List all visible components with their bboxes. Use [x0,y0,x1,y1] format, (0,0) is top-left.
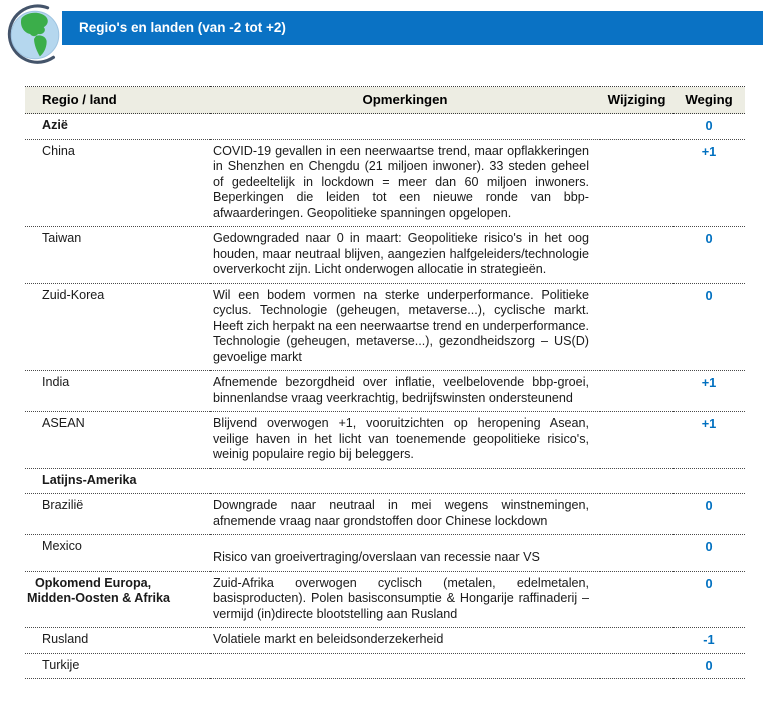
region-label-cell: Mexico [25,535,210,572]
change-cell [600,628,673,654]
change-cell [600,571,673,628]
table-row-china [25,139,745,227]
region-label-cell: Brazilië [25,494,210,535]
table-row-mexico [25,535,745,572]
table-header-row [25,87,745,114]
change-cell [600,371,673,412]
weight-value: +1 [673,412,745,469]
change-cell [600,535,673,572]
region-label-cell: Zuid-Korea [25,283,210,371]
remarks-cell: Volatiele markt en beleidsonderzekerheid [210,628,600,654]
remarks-cell: Downgrade naar neutraal in mei wegens winstnemingen, afnemende vraag naar grondstoffen door Chinese lockdown [210,494,600,535]
globe-icon [2,2,68,68]
weight-value: 0 [673,283,745,371]
change-cell [600,283,673,371]
change-cell [600,653,673,679]
change-cell [600,494,673,535]
table-row-taiwan [25,227,745,284]
region-label-cell: India [25,371,210,412]
remarks-cell: Zuid-Afrika overwogen cyclisch (metalen, edelmetalen, basisproducten). Polen basisconsumptie & Hongarije raffinaderij – vermijd (in)directe blootstelling aan Rusland [210,571,600,628]
remarks-cell [210,653,600,679]
weight-value [673,468,745,494]
page-title: Regio's en landen (van -2 tot +2) [79,20,286,35]
change-cell [600,468,673,494]
table-row-latijns-amerika [25,468,745,494]
change-cell [600,227,673,284]
table-row-zuid-korea [25,283,745,371]
weight-value: 0 [673,571,745,628]
remarks-cell: Risico van groeivertraging/overslaan van recessie naar VS [210,535,600,572]
title-banner [62,11,763,45]
region-label-cell: Taiwan [25,227,210,284]
table-row-opkomend-europa-midden-oosten-afrika [25,571,745,628]
remarks-cell [210,468,600,494]
region-label-cell: Rusland [25,628,210,654]
regions-table [25,86,745,679]
weight-value: +1 [673,371,745,412]
table-row-azie [25,114,745,140]
remarks-cell: Blijvend overwogen +1, vooruitzichten op heropening Asean, veilige haven in het licht van toenemende geopolitieke risico's, weinig populaire regio bij beleggers. [210,412,600,469]
column-header-weging: Weging [673,87,745,114]
region-label-cell: Azië [25,114,210,140]
column-header-wijziging: Wijziging [600,87,673,114]
table-row-rusland [25,628,745,654]
column-header-opmerkingen: Opmerkingen [210,87,600,114]
weight-value: -1 [673,628,745,654]
change-cell [600,412,673,469]
change-cell [600,139,673,227]
column-header-regio-land: Regio / land [25,87,210,114]
remarks-cell: COVID-19 gevallen in een neerwaartse trend, maar opflakkeringen in Shenzhen en Chengdu (21 miljoen inwoner). 33 steden geheel of gedeeltelijk in lockdown = meer dan 60 miljoen inwoners. Beperkingen die leiden tot een nieuwe ronde van bbp-afwaarderingen. Geopolitieke spanningen opgelopen. [210,139,600,227]
remarks-cell: Wil een bodem vormen na sterke underperformance. Politieke cyclus. Technologie (geheugen, metaverse...), cyclische markt. Heeft zich herpakt na een neerwaartse trend en underperformance. Technologie (geheugen, metaverse...), gezondheidszorg – US(D) gevoelige markt [210,283,600,371]
table-row-turkije [25,653,745,679]
weight-value: 0 [673,535,745,572]
region-label-cell: Latijns-Amerika [25,468,210,494]
table-row-brazilie [25,494,745,535]
weight-value: 0 [673,494,745,535]
weight-value: 0 [673,114,745,140]
change-cell [600,114,673,140]
region-label-cell: Opkomend Europa, Midden-Oosten & Afrika [25,571,210,628]
weight-value: 0 [673,653,745,679]
weight-value: 0 [673,227,745,284]
region-label-cell: Turkije [25,653,210,679]
table-row-asean [25,412,745,469]
remarks-cell: Gedowngraded naar 0 in maart: Geopolitieke risico's in het oog houden, maar neutraal blijven, aangezien halfgeleiders/technologie oververkocht zijn. Licht onderwogen allocatie in strategieën. [210,227,600,284]
remarks-cell: Afnemende bezorgdheid over inflatie, veelbelovende bbp-groei, binnenlandse vraag veerkrachtig, bedrijfswinsten ondersteunend [210,371,600,412]
regions-table-wrap [25,86,745,679]
table-row-india [25,371,745,412]
weight-value: +1 [673,139,745,227]
remarks-cell [210,114,600,140]
region-label-cell: ASEAN [25,412,210,469]
region-label-cell: China [25,139,210,227]
